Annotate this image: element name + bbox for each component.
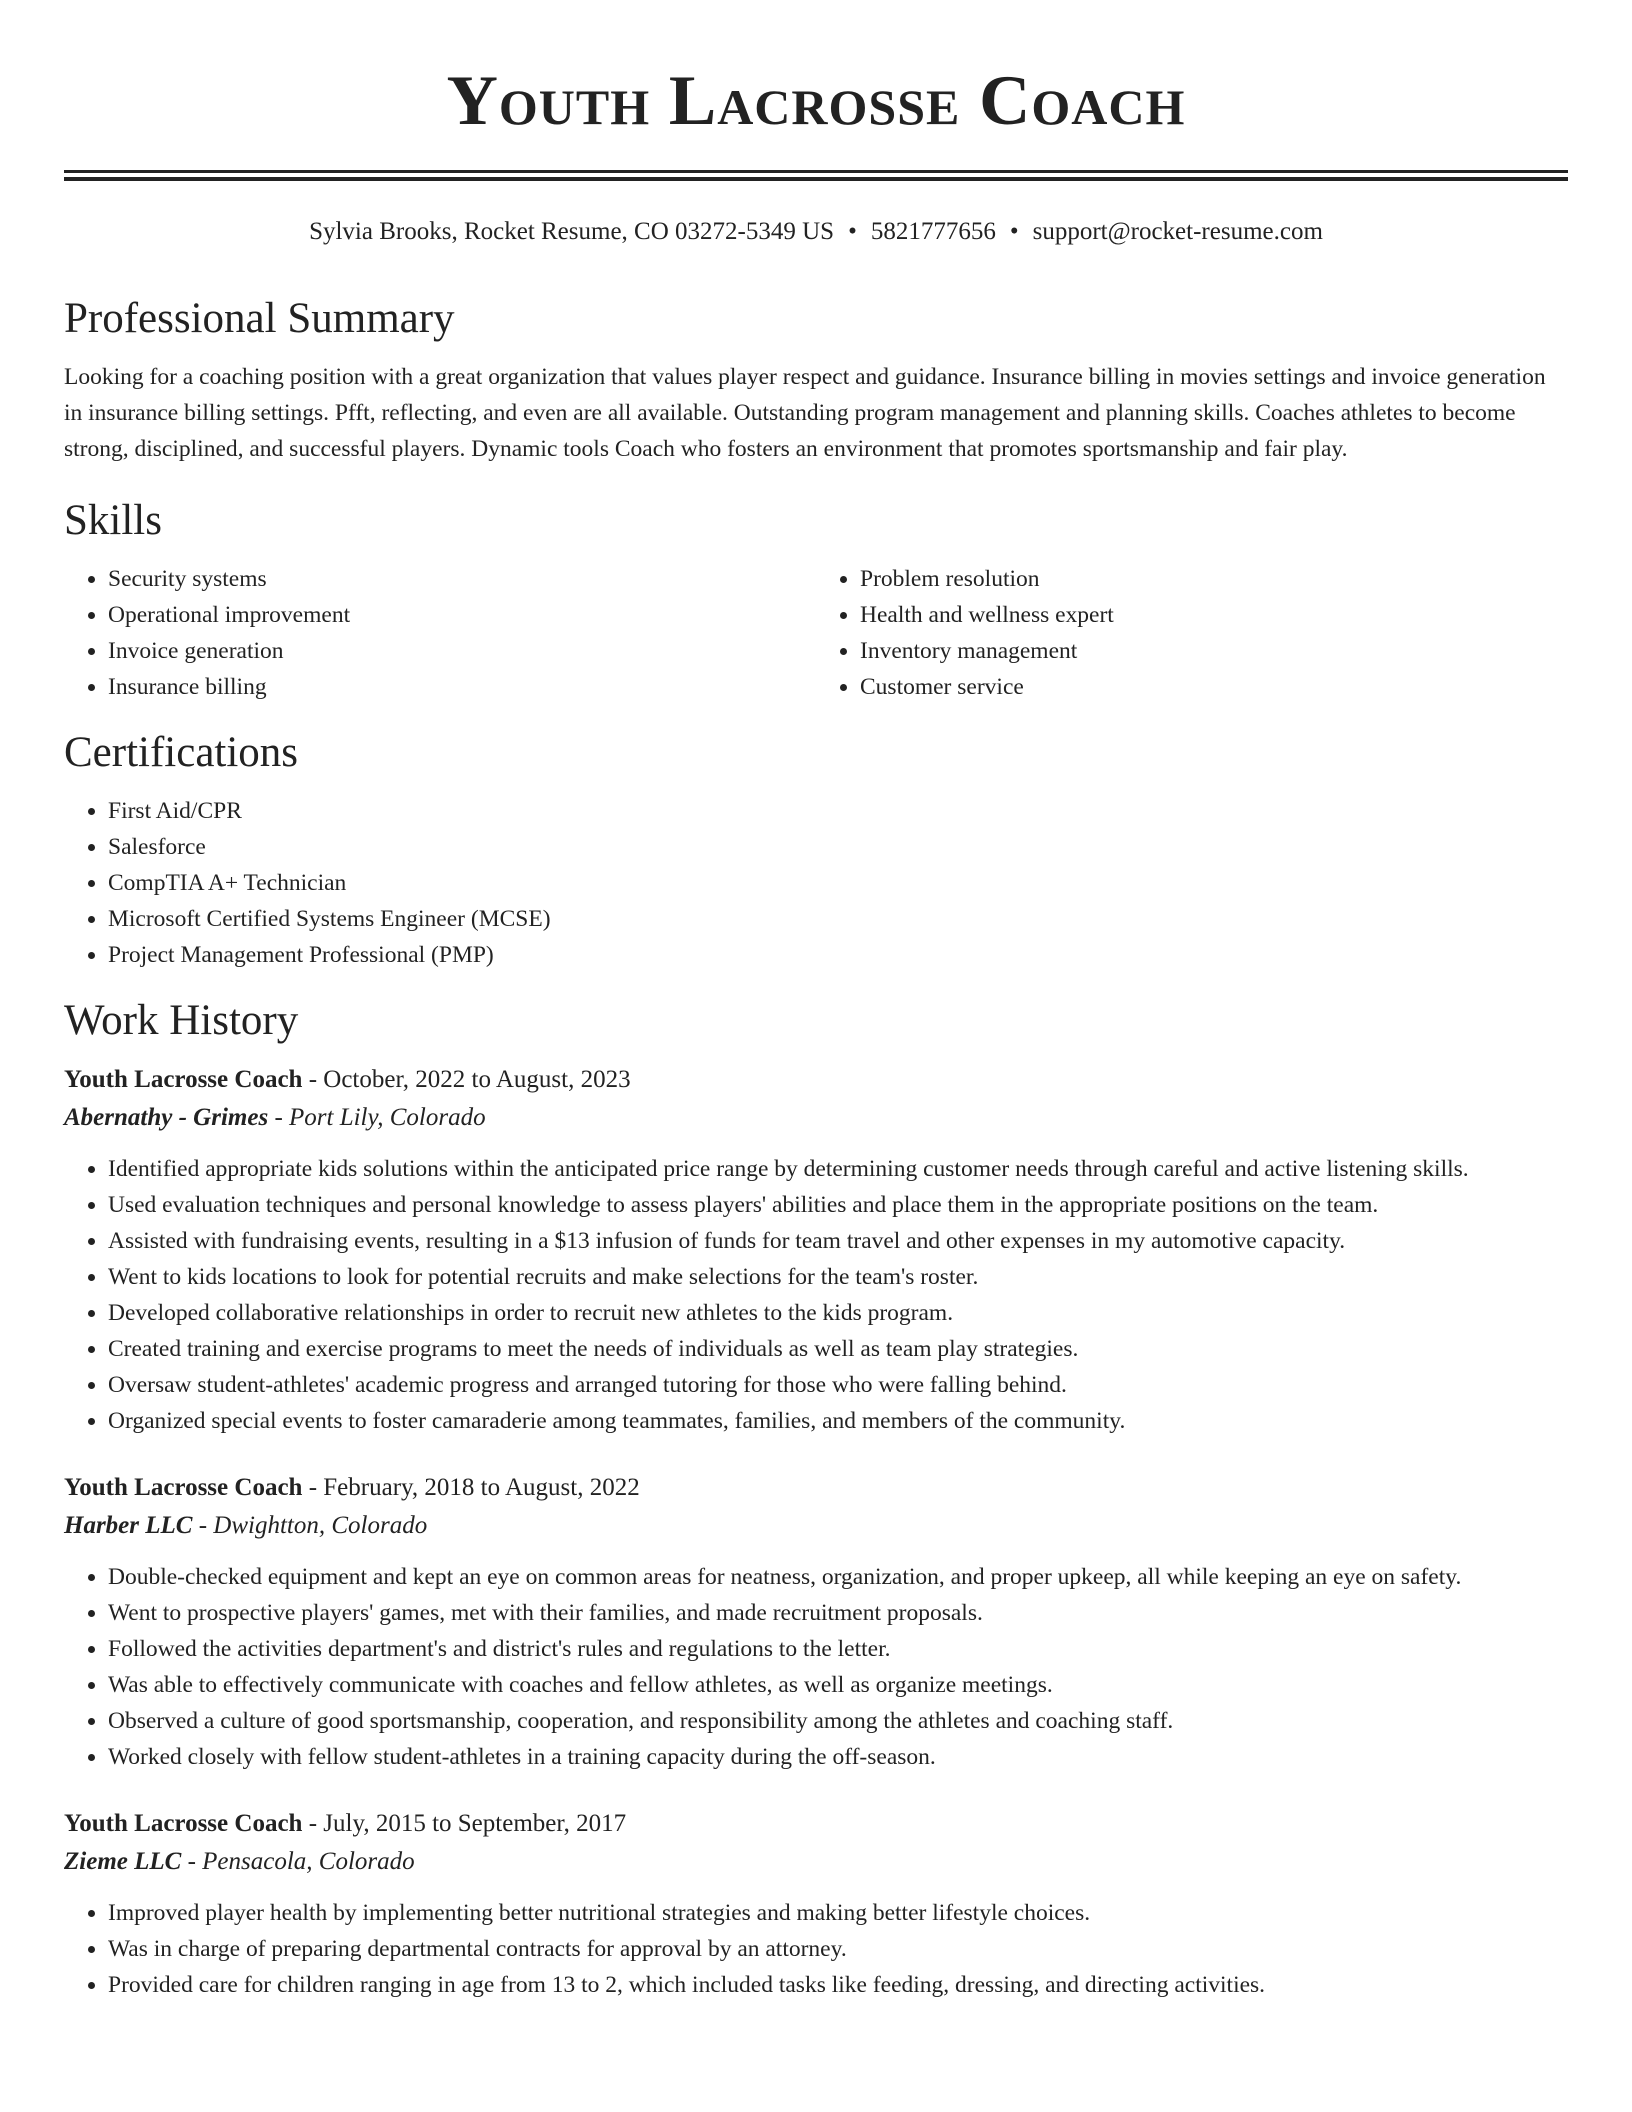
certification-item: • First Aid/CPR — [108, 793, 1568, 829]
job-bullet: • Provided care for children ranging in age from 13 to 2, which included tasks like feeding, dressing, and directing activities. — [108, 1967, 1568, 2003]
skills-grid — [64, 561, 1568, 705]
job-location: - Pensacola, Colorado — [181, 1848, 415, 1875]
skill-item: • Operational improvement — [108, 597, 816, 633]
contact-separator: • — [848, 218, 857, 245]
job-bullet: • Oversaw student-athletes' academic progress and arranged tutoring for those who were falling behind. — [108, 1367, 1568, 1403]
job-title-line — [64, 1061, 1568, 1099]
contact-email: support@rocket-resume.com — [1032, 218, 1323, 245]
job-company: Harber LLC — [64, 1512, 193, 1539]
job-bullet: • Worked closely with fellow student-athletes in a training capacity during the off-season. — [108, 1739, 1568, 1775]
certification-item: • Microsoft Certified Systems Engineer (MCSE) — [108, 901, 1568, 937]
job-bullet: • Went to prospective players' games, met with their families, and made recruitment proposals. — [108, 1595, 1568, 1631]
skill-item: • Health and wellness expert — [860, 597, 1568, 633]
job-bullets — [64, 1895, 1568, 2003]
skill-item: • Insurance billing — [108, 669, 816, 705]
certifications-list — [64, 793, 1568, 973]
job-title-line — [64, 1805, 1568, 1843]
summary-text: Looking for a coaching position with a great organization that values player respect and guidance. Insurance billing in movies settings and invoice generation in insurance billing settings. Pfft, reflecting, and even are all available. Outstanding program management and planning skills. Coaches athletes to become strong, disciplined, and successful players. Dynamic tools Coach who fosters an environment that promotes sportsmanship and fair play. — [64, 364, 1546, 462]
job-entry — [64, 1061, 1568, 1439]
job-bullets — [64, 1559, 1568, 1775]
job-dates: - July, 2015 to September, 2017 — [302, 1810, 627, 1837]
certification-item: • CompTIA A+ Technician — [108, 865, 1568, 901]
work-history-list — [64, 1061, 1568, 2003]
job-bullets — [64, 1151, 1568, 1439]
job-company-line — [64, 1843, 1568, 1881]
contact-separator: • — [1009, 218, 1019, 245]
job-bullet: • Used evaluation techniques and personal knowledge to assess players' abilities and place them in the appropriate positions on the team. — [108, 1187, 1568, 1223]
job-bullet: • Followed the activities department's and district's rules and regulations to the letter. — [108, 1631, 1568, 1667]
job-bullet: • Improved player health by implementing better nutritional strategies and making better lifestyle choices. — [108, 1895, 1568, 1931]
job-company-line — [64, 1099, 1568, 1137]
job-bullet: • Identified appropriate kids solutions within the anticipated price range by determining customer needs through careful and active listening skills. — [108, 1151, 1568, 1187]
job-title-line — [64, 1469, 1568, 1507]
skill-item: • Problem resolution — [860, 561, 1568, 597]
job-bullet: • Created training and exercise programs to meet the needs of individuals as well as team play strategies. — [108, 1331, 1568, 1367]
job-bullet: • Organized special events to foster camaraderie among teammates, families, and members of the community. — [108, 1403, 1568, 1439]
summary-heading: Professional Summary — [64, 295, 455, 342]
job-company: Abernathy - Grimes — [64, 1104, 269, 1131]
job-bullet: • Double-checked equipment and kept an eye on common areas for neatness, organization, and proper upkeep, all while keeping an eye on safety. — [108, 1559, 1568, 1595]
job-location: - Dwightton, Colorado — [192, 1512, 428, 1539]
skill-item: • Customer service — [860, 669, 1568, 705]
job-company-line — [64, 1507, 1568, 1545]
contact-phone: 5821777656 — [870, 218, 996, 245]
certifications-heading: Certifications — [64, 729, 299, 776]
skills-list-left — [64, 561, 816, 705]
job-dates: - February, 2018 to August, 2022 — [302, 1474, 640, 1501]
job-location: - Port Lily, Colorado — [268, 1104, 486, 1131]
job-title: Youth Lacrosse Coach — [64, 1066, 303, 1093]
job-bullet: • Assisted with fundraising events, resulting in a $13 infusion of funds for team travel and other expenses in my automotive capacity. — [108, 1223, 1568, 1259]
certification-item: • Project Management Professional (PMP) — [108, 937, 1568, 973]
job-bullet: • Went to kids locations to look for potential recruits and make selections for the team's roster. — [108, 1259, 1568, 1295]
job-title: Youth Lacrosse Coach — [64, 1474, 303, 1501]
job-entry — [64, 1469, 1568, 1775]
work-history-heading: Work History — [64, 997, 299, 1044]
job-bullet: • Observed a culture of good sportsmanship, cooperation, and responsibility among the athletes and coaching staff. — [108, 1703, 1568, 1739]
skill-item: • Invoice generation — [108, 633, 816, 669]
job-title: Youth Lacrosse Coach — [64, 1810, 303, 1837]
job-bullet: • Was able to effectively communicate with coaches and fellow athletes, as well as organize meetings. — [108, 1667, 1568, 1703]
title-double-rule — [64, 170, 1568, 181]
contact-address: Sylvia Brooks, Rocket Resume, CO 03272-5349 US — [309, 218, 835, 245]
skills-heading: Skills — [64, 497, 162, 544]
job-dates: - October, 2022 to August, 2023 — [302, 1066, 631, 1093]
contact-line — [64, 215, 1568, 249]
skill-item: • Inventory management — [860, 633, 1568, 669]
job-bullet: • Was in charge of preparing departmental contracts for approval by an attorney. — [108, 1931, 1568, 1967]
job-entry — [64, 1805, 1568, 2003]
skill-item: • Security systems — [108, 561, 816, 597]
skills-list-right — [816, 561, 1568, 705]
job-bullet: • Developed collaborative relationships in order to recruit new athletes to the kids program. — [108, 1295, 1568, 1331]
resume-title: Youth Lacrosse Coach — [446, 62, 1186, 140]
job-company: Zieme LLC — [64, 1848, 182, 1875]
certification-item: • Salesforce — [108, 829, 1568, 865]
